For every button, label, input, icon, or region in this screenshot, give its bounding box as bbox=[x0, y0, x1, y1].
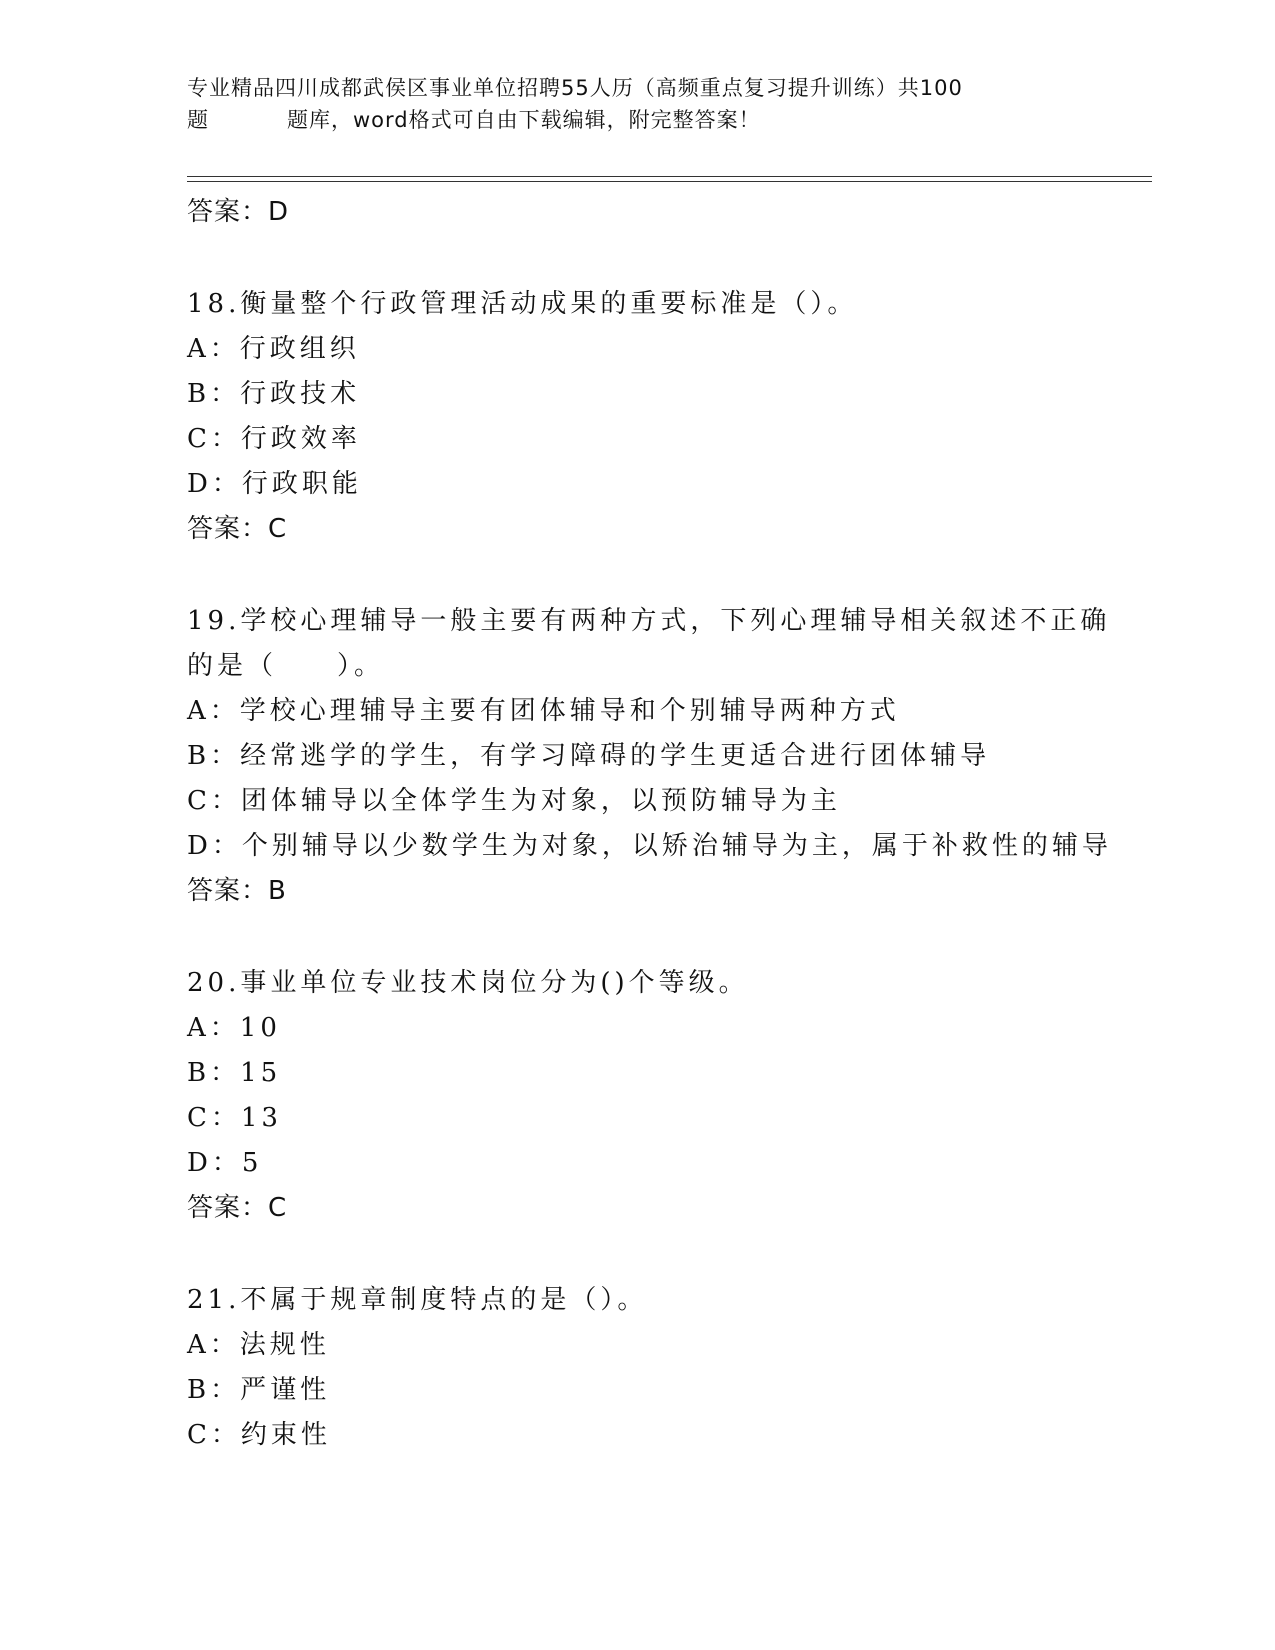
option-d: D：个别辅导以少数学生为对象，以矫治辅导为主，属于补救性的辅导 bbox=[187, 831, 1112, 861]
option-a: A：学校心理辅导主要有团体辅导和个别辅导两种方式 bbox=[187, 696, 900, 726]
option-b: B：行政技术 bbox=[187, 379, 361, 409]
previous-answer: 答案：D bbox=[187, 197, 290, 227]
option-a: A：行政组织 bbox=[187, 334, 360, 364]
question-text-line1: 19.学校心理辅导一般主要有两种方式，下列心理辅导相关叙述不正确 bbox=[187, 606, 1111, 636]
option-c: C：约束性 bbox=[187, 1420, 331, 1450]
question-text: 21.不属于规章制度特点的是（）。 bbox=[187, 1285, 648, 1315]
header-subtitle-text: 题库，word格式可自由下载编辑，附完整答案！ bbox=[287, 108, 761, 132]
question-text-line2: 的是（ ）。 bbox=[187, 651, 385, 681]
question-18 bbox=[187, 282, 1127, 552]
header-subtitle bbox=[187, 104, 1067, 136]
question-text: 18.衡量整个行政管理活动成果的重要标准是（）。 bbox=[187, 289, 858, 319]
option-c: C：13 bbox=[187, 1103, 282, 1133]
option-b: B：经常逃学的学生，有学习障碍的学生更适合进行团体辅导 bbox=[187, 741, 991, 771]
option-d: D：行政职能 bbox=[187, 469, 362, 499]
question-text: 20.事业单位专业技术岗位分为()个等级。 bbox=[187, 968, 749, 998]
header-title: 专业精品四川成都武侯区事业单位招聘55人历（高频重点复习提升训练）共100 bbox=[187, 76, 963, 100]
option-b: B：严谨性 bbox=[187, 1375, 331, 1405]
option-c: C：团体辅导以全体学生为对象，以预防辅导为主 bbox=[187, 786, 841, 816]
option-a: A：10 bbox=[187, 1013, 281, 1043]
question-list bbox=[187, 190, 1127, 1458]
question-21 bbox=[187, 1278, 1127, 1458]
option-a: A：法规性 bbox=[187, 1330, 330, 1360]
option-b: B：15 bbox=[187, 1058, 282, 1088]
question-20 bbox=[187, 961, 1127, 1231]
answer: 答案：B bbox=[187, 876, 287, 906]
header-divider bbox=[187, 176, 1152, 182]
question-19 bbox=[187, 599, 1127, 914]
answer: 答案：C bbox=[187, 514, 288, 544]
answer: 答案：C bbox=[187, 1193, 288, 1223]
header-subtitle-prefix: 题 bbox=[187, 108, 209, 132]
page-header bbox=[187, 72, 1067, 136]
option-c: C：行政效率 bbox=[187, 424, 361, 454]
option-d: D：5 bbox=[187, 1148, 263, 1178]
